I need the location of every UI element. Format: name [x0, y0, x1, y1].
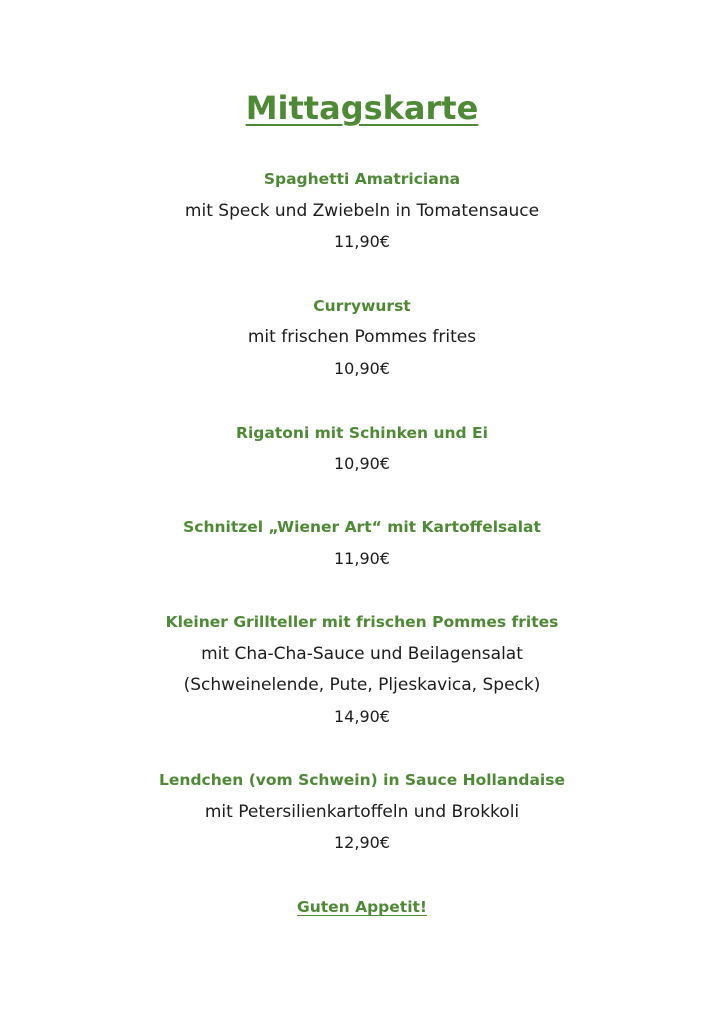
- dish-description: mit frischen Pommes frites: [247, 327, 477, 347]
- dish-price: 10,90€: [334, 454, 390, 473]
- page-title: Mittagskarte: [245, 89, 479, 127]
- closing-message: Guten Appetit!: [296, 898, 427, 916]
- dish-name: Kleiner Grillteller mit frischen Pommes frites: [165, 613, 559, 631]
- dish-description: mit Cha-Cha-Sauce und Beilagensalat: [201, 644, 523, 664]
- dish-price: 11,90€: [334, 549, 390, 568]
- dish-description: mit Petersilienkartoffeln und Brokkoli: [204, 802, 520, 822]
- dish-price: 11,90€: [334, 232, 390, 251]
- dish-price: 14,90€: [334, 707, 390, 726]
- dish-name: Currywurst: [313, 297, 411, 315]
- dish-price: 12,90€: [334, 833, 390, 852]
- dish-name: Rigatoni mit Schinken und Ei: [236, 424, 488, 442]
- dish-name: Lendchen (vom Schwein) in Sauce Hollandaise: [159, 771, 565, 789]
- dish-price: 10,90€: [334, 359, 390, 378]
- dish-description: mit Speck und Zwiebeln in Tomatensauce: [184, 201, 540, 221]
- dish-name: Spaghetti Amatriciana: [263, 170, 461, 188]
- dish-name: Schnitzel „Wiener Art“ mit Kartoffelsalat: [183, 518, 541, 536]
- dish-description: (Schweinelende, Pute, Pljeskavica, Speck): [183, 675, 541, 695]
